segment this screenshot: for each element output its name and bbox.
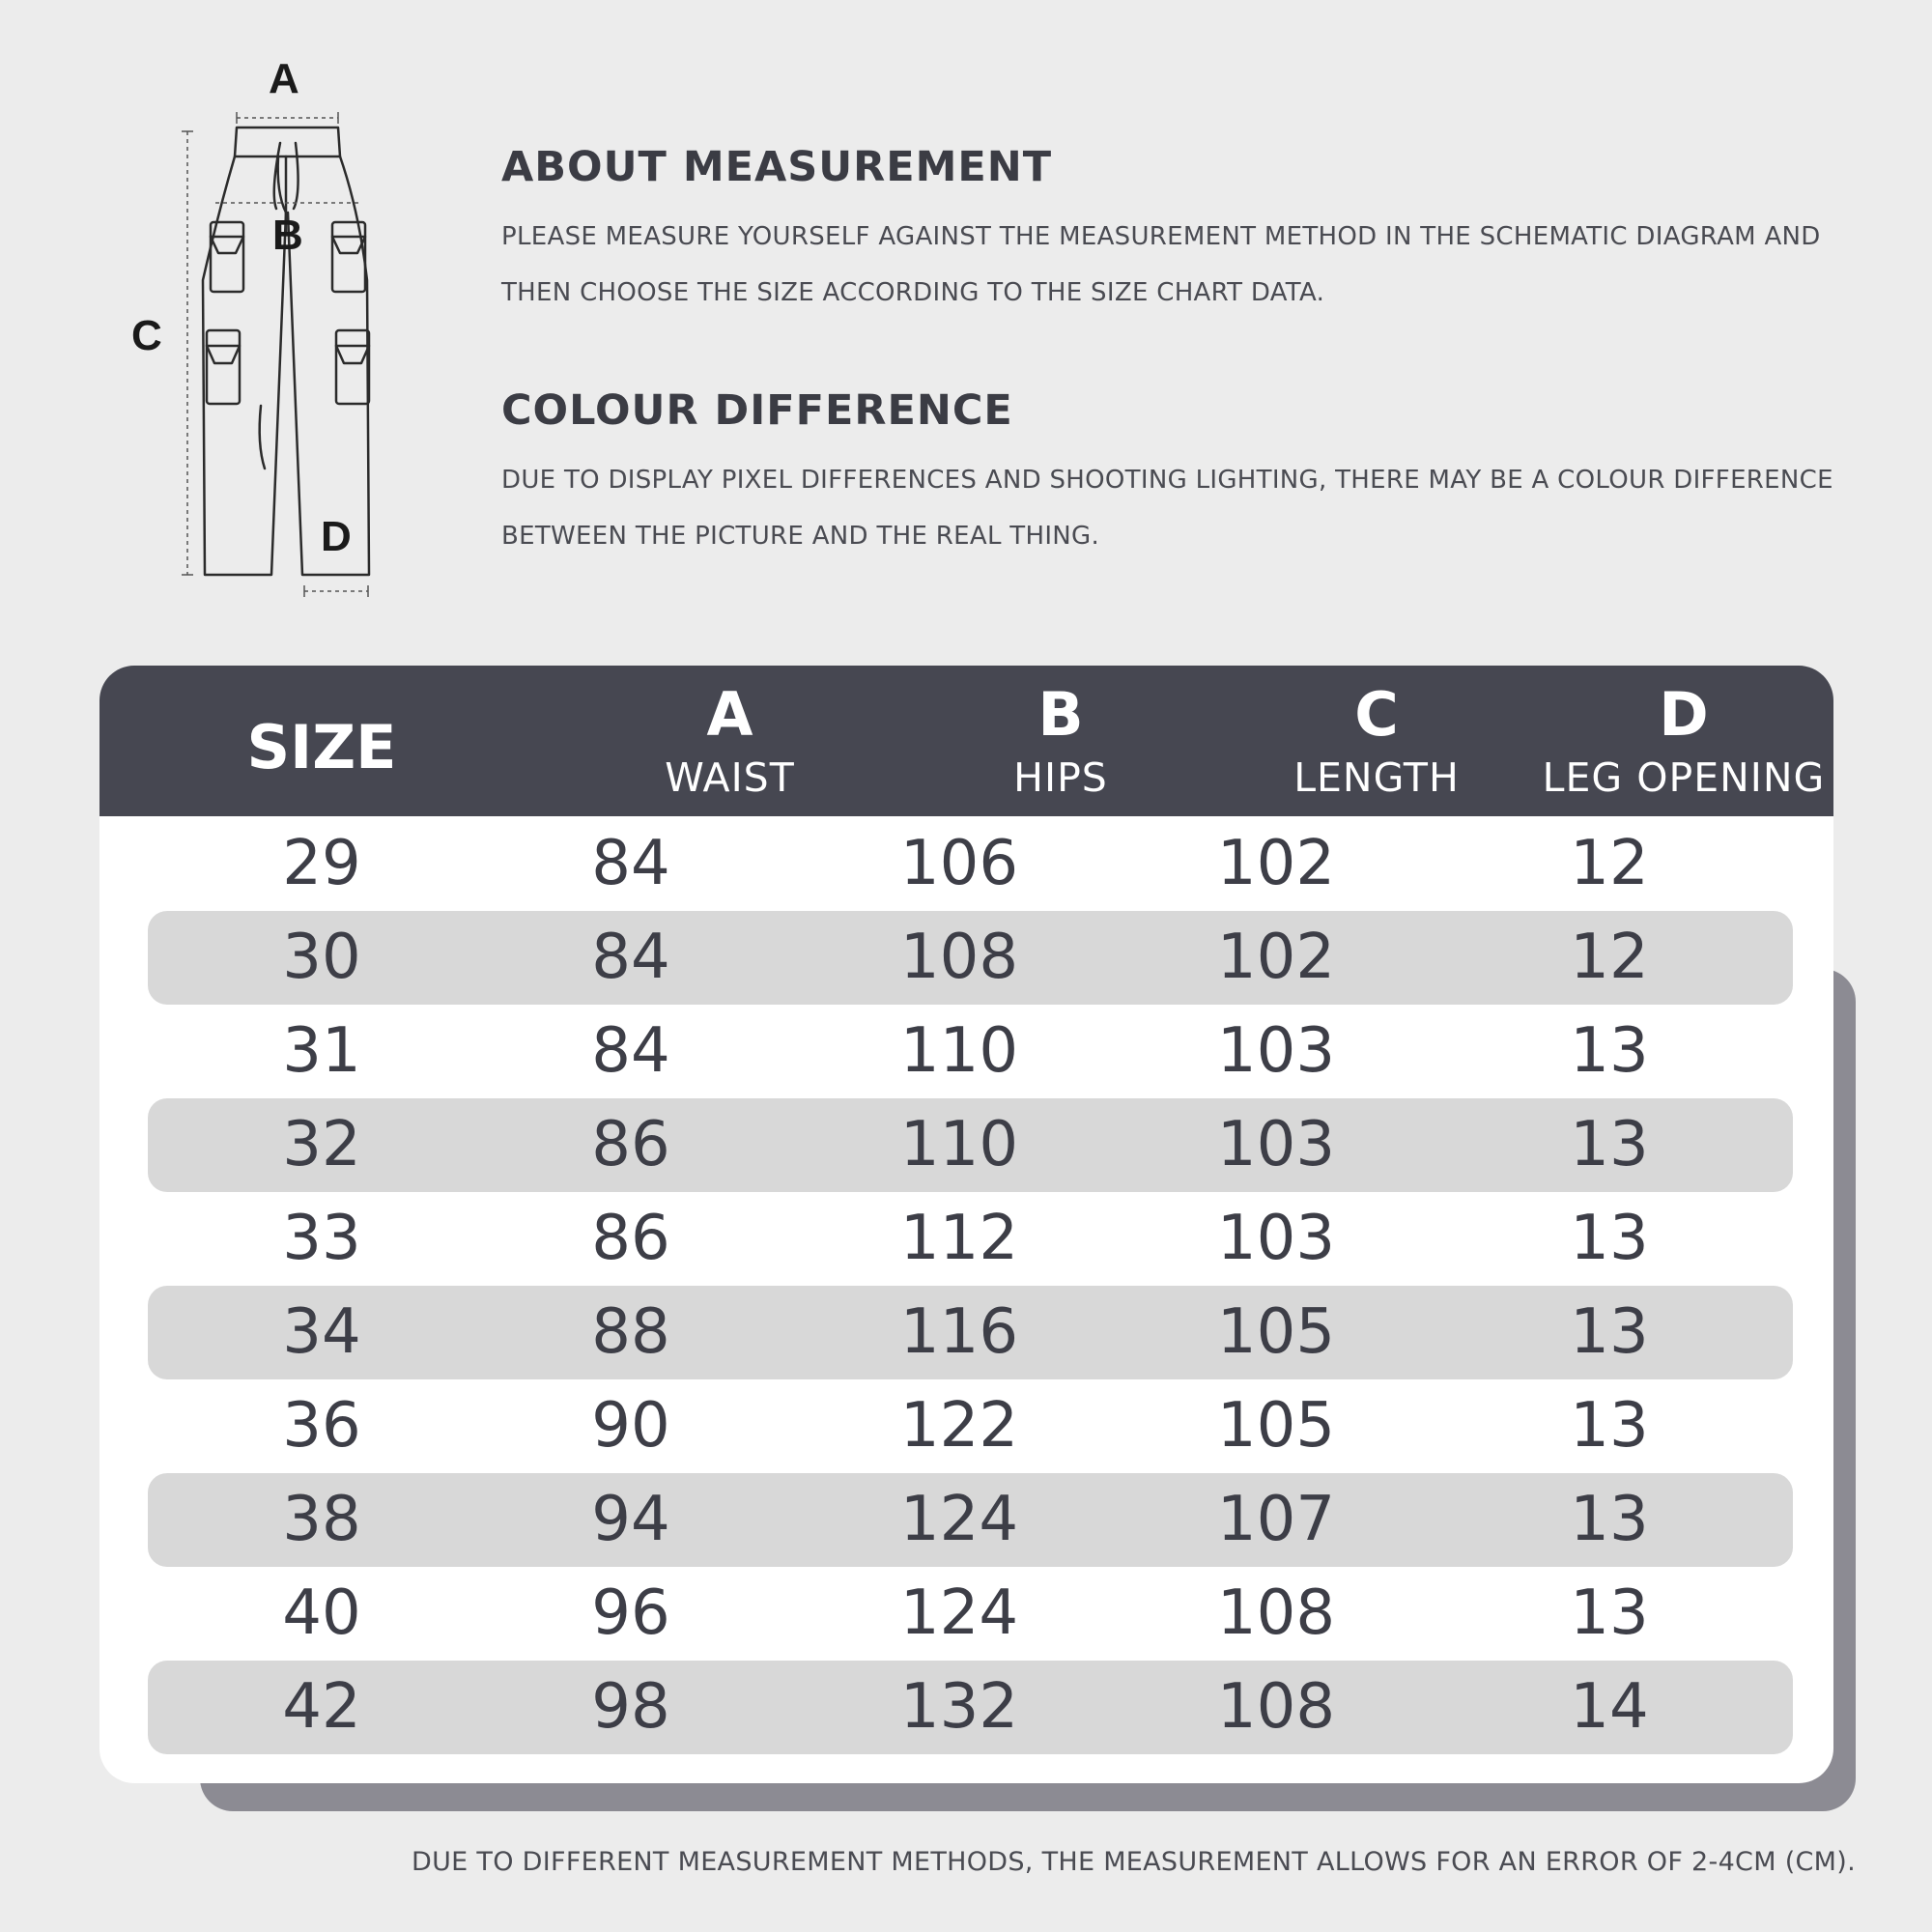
colour-difference-line-2: BETWEEN THE PICTURE AND THE REAL THING. bbox=[501, 522, 1100, 551]
cell-size: 33 bbox=[282, 1203, 361, 1274]
header-size-label: SIZE bbox=[246, 712, 397, 782]
cell-hips: 112 bbox=[899, 1203, 1019, 1274]
table-row bbox=[99, 1661, 1833, 1754]
header-hips-name: HIPS bbox=[1013, 754, 1108, 801]
cell-leg-opening: 13 bbox=[1570, 1015, 1649, 1087]
colour-difference-text bbox=[501, 452, 1854, 564]
cell-size: 34 bbox=[282, 1296, 361, 1368]
about-measurement-text bbox=[501, 209, 1854, 321]
table-row bbox=[99, 817, 1833, 911]
header-leg-opening bbox=[1491, 666, 1833, 816]
header-waist-name: WAIST bbox=[665, 754, 795, 801]
cell-waist: 88 bbox=[591, 1296, 670, 1368]
cell-size: 40 bbox=[282, 1577, 361, 1649]
cell-length: 102 bbox=[1216, 922, 1336, 993]
header-waist-letter: A bbox=[706, 679, 753, 750]
cell-length: 108 bbox=[1216, 1671, 1336, 1743]
header-length-name: LENGTH bbox=[1293, 754, 1460, 801]
colour-difference-section bbox=[501, 386, 1854, 564]
cell-waist: 86 bbox=[591, 1203, 670, 1274]
header-leg-opening-letter: D bbox=[1659, 679, 1709, 750]
cell-length: 103 bbox=[1216, 1015, 1336, 1087]
label-b: B bbox=[272, 212, 303, 259]
cell-hips: 108 bbox=[899, 922, 1019, 993]
cell-waist: 84 bbox=[591, 828, 670, 899]
cell-hips: 110 bbox=[899, 1109, 1019, 1180]
about-measurement-title: ABOUT MEASUREMENT bbox=[501, 143, 1053, 191]
cell-hips: 132 bbox=[899, 1671, 1019, 1743]
cell-hips: 116 bbox=[899, 1296, 1019, 1368]
table-row bbox=[99, 911, 1833, 1005]
cell-size: 38 bbox=[282, 1484, 361, 1555]
cell-size: 31 bbox=[282, 1015, 361, 1087]
pants-measurement-diagram bbox=[116, 39, 406, 609]
cell-leg-opening: 12 bbox=[1570, 922, 1649, 993]
table-row bbox=[99, 1473, 1833, 1567]
table-row bbox=[99, 1379, 1833, 1473]
cell-leg-opening: 13 bbox=[1570, 1390, 1649, 1462]
label-d: D bbox=[321, 513, 352, 560]
table-row bbox=[99, 1098, 1833, 1192]
cell-length: 107 bbox=[1216, 1484, 1336, 1555]
header-size bbox=[99, 666, 544, 816]
cell-leg-opening: 13 bbox=[1570, 1484, 1649, 1555]
header-length-letter: C bbox=[1354, 679, 1399, 750]
table-header bbox=[99, 666, 1833, 816]
header-waist bbox=[544, 666, 916, 816]
about-measurement-section bbox=[501, 143, 1854, 321]
cell-hips: 106 bbox=[899, 828, 1019, 899]
label-a: A bbox=[269, 55, 299, 102]
cell-size: 36 bbox=[282, 1390, 361, 1462]
cell-length: 103 bbox=[1216, 1203, 1336, 1274]
about-measurement-line-2: THEN CHOOSE THE SIZE ACCORDING TO THE SIZE CHART DATA. bbox=[501, 278, 1325, 307]
cell-size: 30 bbox=[282, 922, 361, 993]
label-c: C bbox=[131, 312, 162, 359]
cell-size: 32 bbox=[282, 1109, 361, 1180]
cell-hips: 124 bbox=[899, 1484, 1019, 1555]
cell-length: 108 bbox=[1216, 1577, 1336, 1649]
about-measurement-line-1: PLEASE MEASURE YOURSELF AGAINST THE MEASUREMENT METHOD IN THE SCHEMATIC DIAGRAM AND bbox=[501, 222, 1821, 251]
header-leg-opening-name: LEG OPENING bbox=[1542, 754, 1826, 801]
cell-length: 102 bbox=[1216, 828, 1336, 899]
cell-size: 29 bbox=[282, 828, 361, 899]
cell-leg-opening: 13 bbox=[1570, 1109, 1649, 1180]
pants-icon bbox=[116, 39, 406, 609]
cell-hips: 122 bbox=[899, 1390, 1019, 1462]
header-hips-letter: B bbox=[1037, 679, 1084, 750]
cell-waist: 90 bbox=[591, 1390, 670, 1462]
cell-waist: 84 bbox=[591, 922, 670, 993]
cell-size: 42 bbox=[282, 1671, 361, 1743]
cell-waist: 84 bbox=[591, 1015, 670, 1087]
cell-waist: 86 bbox=[591, 1109, 670, 1180]
cell-leg-opening: 13 bbox=[1570, 1203, 1649, 1274]
cell-leg-opening: 13 bbox=[1570, 1296, 1649, 1368]
cell-waist: 94 bbox=[591, 1484, 670, 1555]
colour-difference-title: COLOUR DIFFERENCE bbox=[501, 386, 1013, 435]
cell-leg-opening: 12 bbox=[1570, 828, 1649, 899]
header-hips bbox=[882, 666, 1239, 816]
table-row bbox=[99, 1005, 1833, 1098]
cell-hips: 124 bbox=[899, 1577, 1019, 1649]
cell-length: 105 bbox=[1216, 1296, 1336, 1368]
cell-waist: 96 bbox=[591, 1577, 670, 1649]
table-row bbox=[99, 1286, 1833, 1379]
measurement-error-footnote: DUE TO DIFFERENT MEASUREMENT METHODS, THE MEASUREMENT ALLOWS FOR AN ERROR OF 2-4CM (CM). bbox=[412, 1847, 1856, 1877]
colour-difference-line-1: DUE TO DISPLAY PIXEL DIFFERENCES AND SHOOTING LIGHTING, THERE MAY BE A COLOUR DIFFERENCE bbox=[501, 466, 1833, 495]
cell-leg-opening: 14 bbox=[1570, 1671, 1649, 1743]
cell-leg-opening: 13 bbox=[1570, 1577, 1649, 1649]
table-row bbox=[99, 1192, 1833, 1286]
table-row bbox=[99, 1567, 1833, 1661]
cell-length: 105 bbox=[1216, 1390, 1336, 1462]
cell-hips: 110 bbox=[899, 1015, 1019, 1087]
cell-waist: 98 bbox=[591, 1671, 670, 1743]
cell-length: 103 bbox=[1216, 1109, 1336, 1180]
size-chart-table bbox=[99, 666, 1833, 1783]
